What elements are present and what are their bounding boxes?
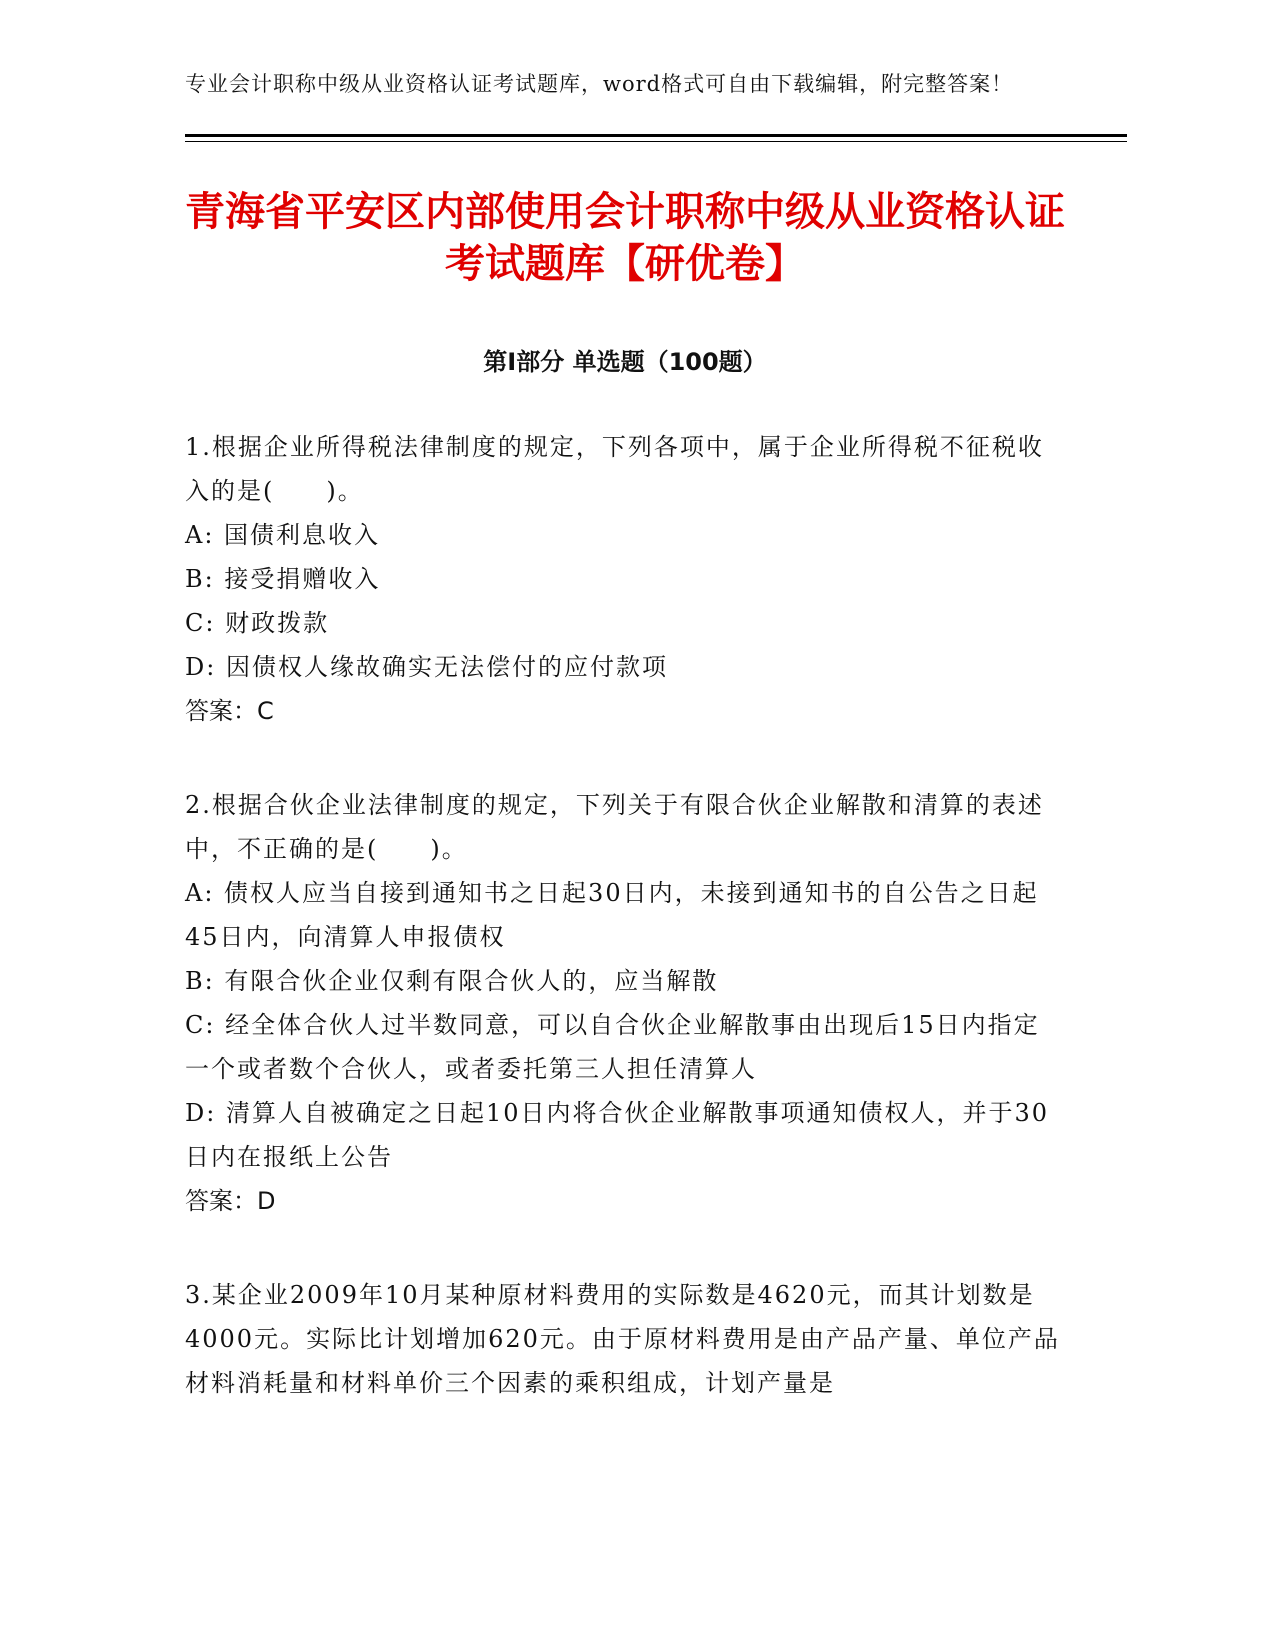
question-2 [185,783,1065,1223]
header-divider [185,134,1127,142]
section-heading: 第Ⅰ部分 单选题（100题） [483,348,767,376]
document-page [185,68,1065,1405]
document-title: 青海省平安区内部使用会计职称中级从业资格认证考试题库【研优卷】 [185,189,1065,287]
question-stem: 1.根据企业所得税法律制度的规定，下列各项中，属于企业所得税不征税收入的是( )。 [185,433,1044,505]
question-1 [185,425,1065,733]
option-a: A: 国债利息收入 [185,521,381,549]
divider-thick-line [185,134,1127,137]
answer: 答案：C [185,697,274,725]
header-note: 专业会计职称中级从业资格认证考试题库，word格式可自由下载编辑，附完整答案！ [185,72,1014,96]
option-c: C: 财政拨款 [185,609,330,637]
question-3 [185,1273,1065,1405]
option-d: D: 因债权人缘故确实无法偿付的应付款项 [185,653,668,681]
option-a: A: 债权人应当自接到通知书之日起30日内，未接到通知书的自公告之日起45日内，向清算人申报债权 [185,879,1039,951]
option-d: D: 清算人自被确定之日起10日内将合伙企业解散事项通知债权人，并于30日内在报纸上公告 [185,1099,1050,1171]
question-stem: 3.某企业2009年10月某种原材料费用的实际数是4620元，而其计划数是4000元。实际比计划增加620元。由于原材料费用是由产品产量、单位产品材料消耗量和材料单价三个因素的乘积组成，计划产量是 [185,1281,1060,1397]
divider-thin-line [185,141,1127,142]
question-stem: 2.根据合伙企业法律制度的规定，下列关于有限合伙企业解散和清算的表述中，不正确的是( )。 [185,791,1044,863]
answer: 答案：D [185,1187,276,1215]
option-b: B: 有限合伙企业仅剩有限合伙人的，应当解散 [185,967,719,995]
option-b: B: 接受捐赠收入 [185,565,381,593]
option-c: C: 经全体合伙人过半数同意，可以自合伙企业解散事由出现后15日内指定一个或者数个合伙人，或者委托第三人担任清算人 [185,1011,1040,1083]
